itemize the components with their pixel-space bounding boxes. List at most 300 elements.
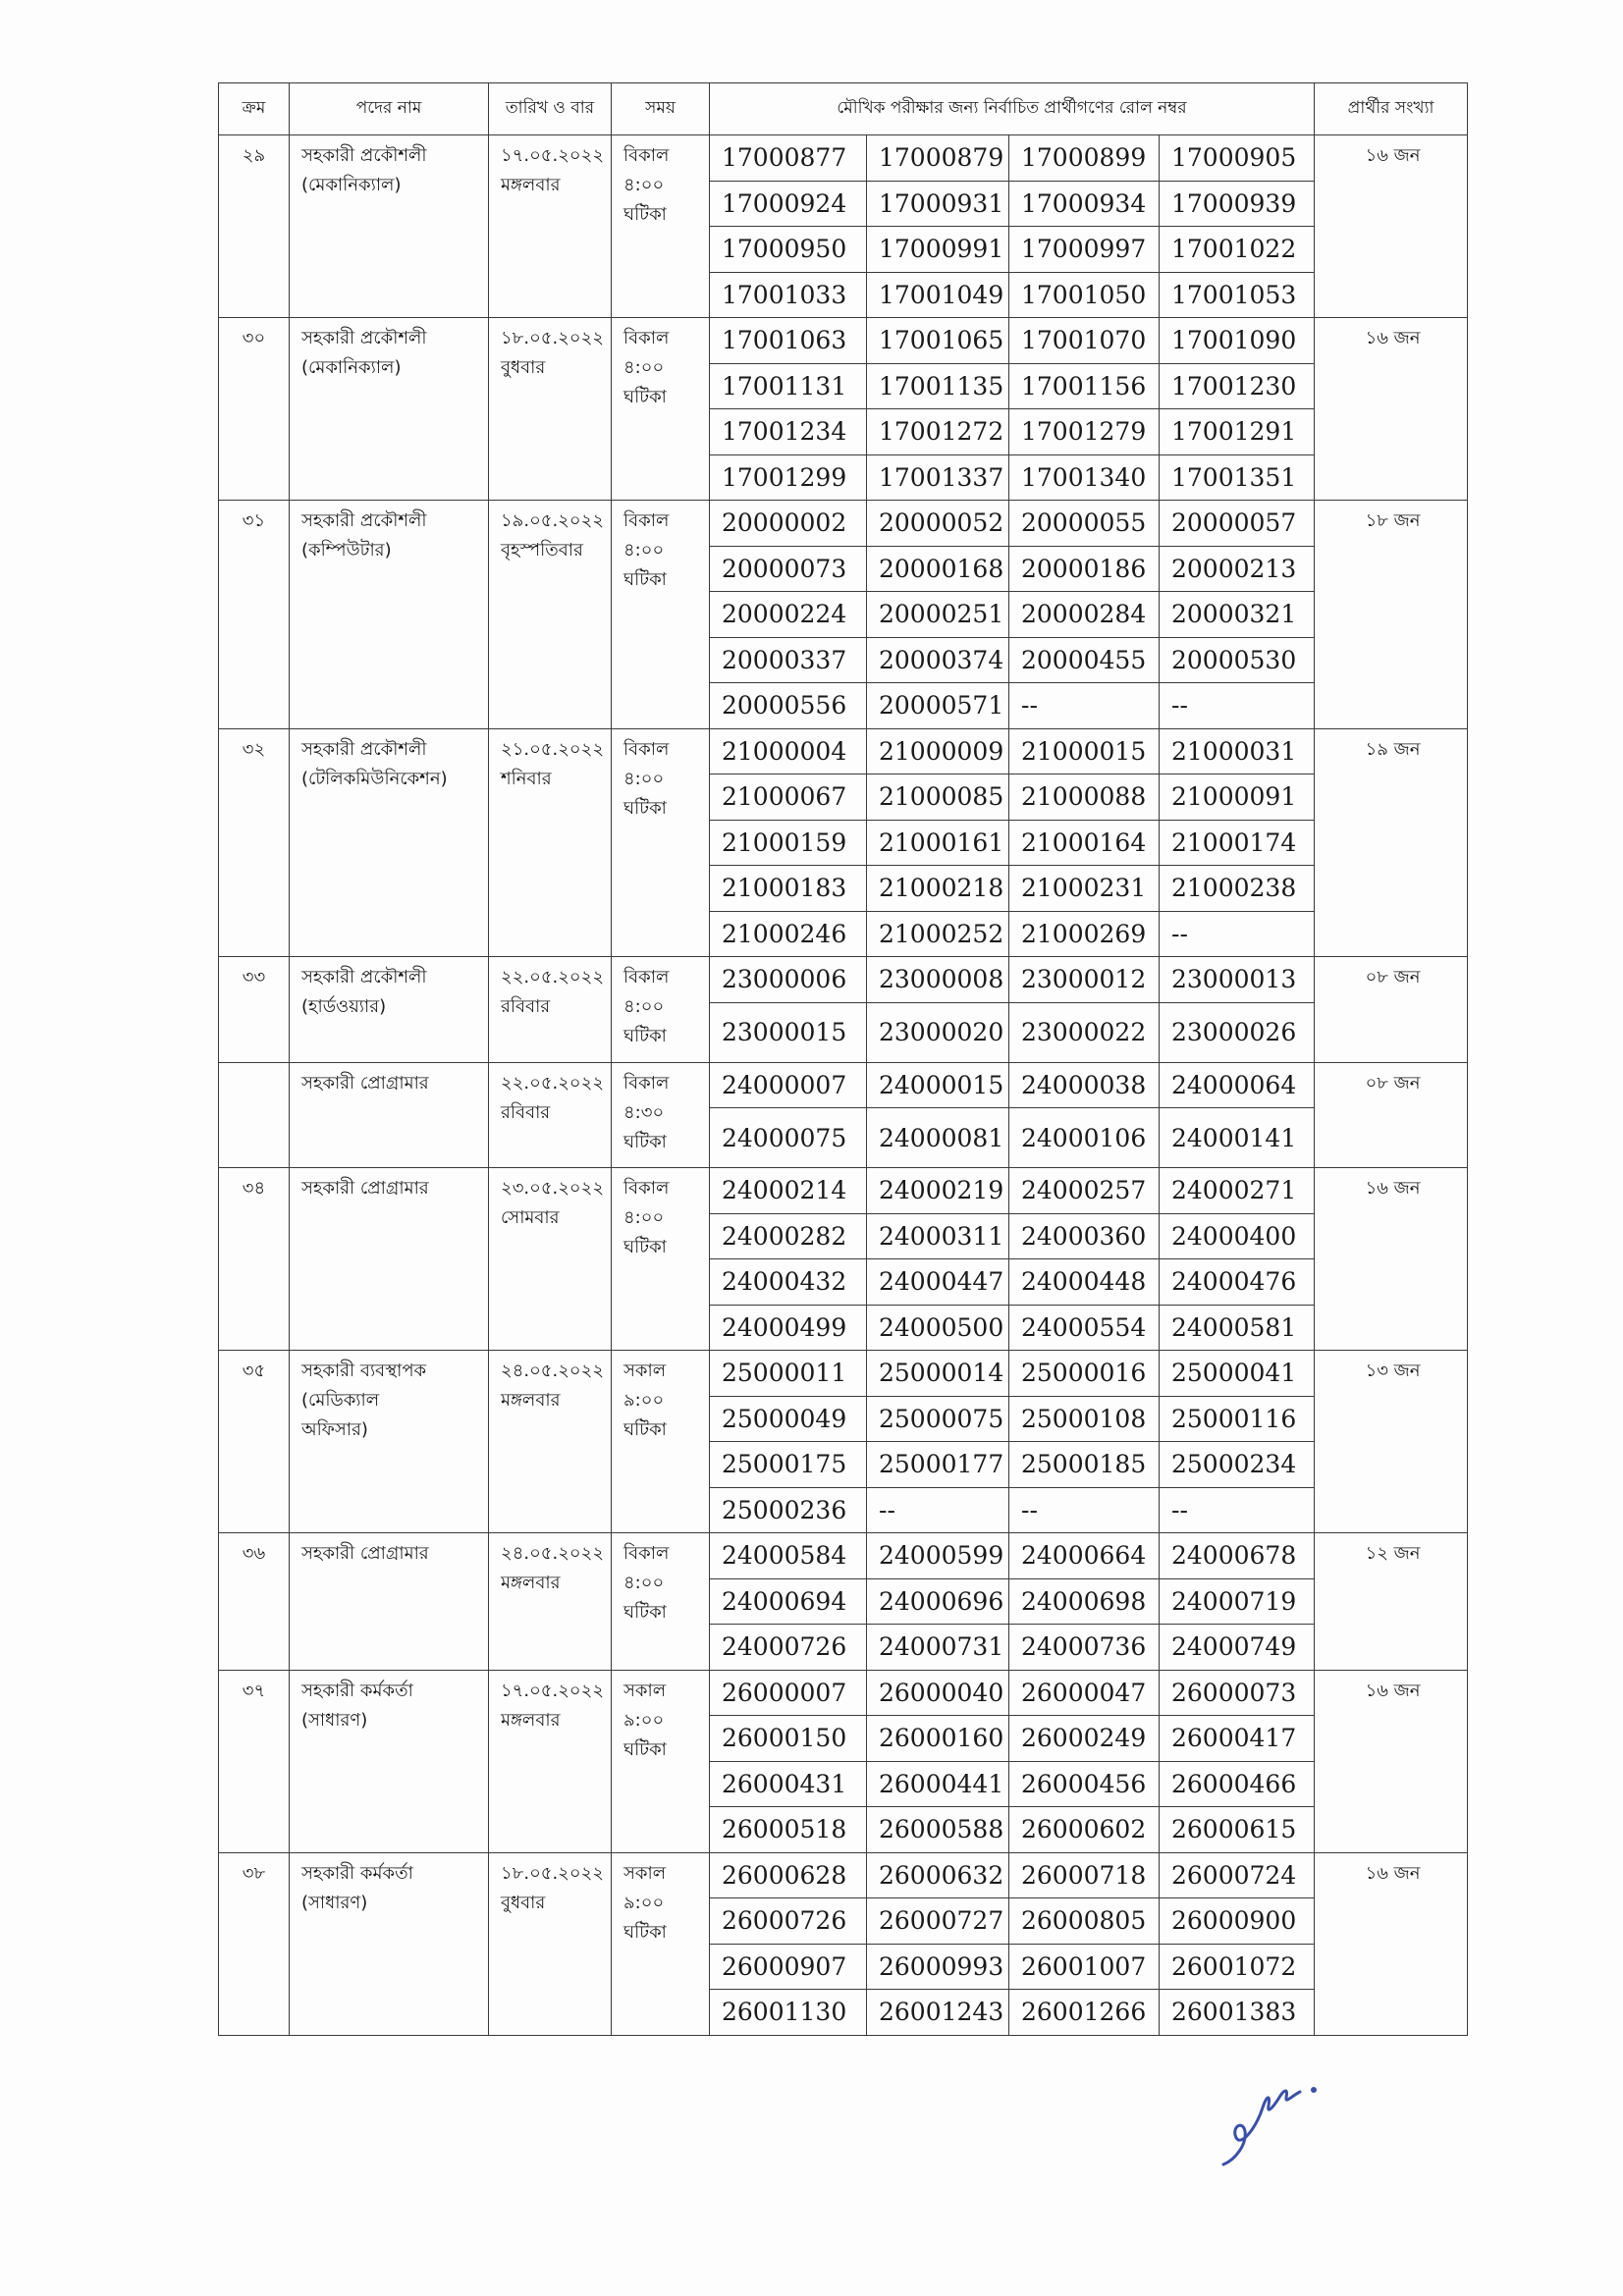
roll-number-cell: 17001272 bbox=[867, 409, 1009, 455]
roll-number-cell: 20000055 bbox=[1009, 501, 1160, 547]
time-cell-line: ঘটিকা bbox=[623, 1921, 667, 1943]
time-cell bbox=[612, 1168, 710, 1351]
roll-number-cell: 24000141 bbox=[1160, 1108, 1315, 1168]
roll-number-cell: 24000432 bbox=[710, 1259, 867, 1306]
serial-cell bbox=[219, 1062, 290, 1168]
roll-number-cell: 17001049 bbox=[867, 272, 1009, 318]
roll-number-cell: 26000727 bbox=[867, 1898, 1009, 1945]
roll-number-cell: 20000052 bbox=[867, 501, 1009, 547]
time-cell-line: সকাল bbox=[623, 1862, 667, 1884]
time-cell bbox=[612, 1533, 710, 1671]
roll-number-cell: 17001131 bbox=[710, 363, 867, 409]
roll-number-cell: 20000002 bbox=[710, 501, 867, 547]
post-name-cell-line: (মেডিক্যাল bbox=[301, 1390, 380, 1411]
roll-number-cell: 26000993 bbox=[867, 1944, 1009, 1990]
time-cell-line: ৪:০০ bbox=[623, 1207, 665, 1228]
roll-number-cell: 24000736 bbox=[1009, 1625, 1160, 1671]
time-cell bbox=[612, 135, 710, 318]
roll-number-cell: 24000447 bbox=[867, 1259, 1009, 1306]
serial-cell: ৩২ bbox=[219, 728, 290, 957]
serial-cell: ৩৫ bbox=[219, 1351, 290, 1533]
candidate-count-cell: ১৮ জন bbox=[1315, 501, 1468, 729]
roll-number-cell: 26000007 bbox=[710, 1670, 867, 1716]
roll-number-cell: 26000726 bbox=[710, 1898, 867, 1945]
header-roll-numbers: মৌখিক পরীক্ষার জন্য নির্বাচিত প্রার্থীগণের রোল নম্বর bbox=[710, 83, 1315, 135]
roll-number-cell: 24000719 bbox=[1160, 1578, 1315, 1625]
roll-number-cell: 20000556 bbox=[710, 683, 867, 729]
time-cell-line: ঘটিকা bbox=[623, 387, 667, 407]
serial-cell: ৩০ bbox=[219, 318, 290, 501]
time-cell-line: বিকাল bbox=[623, 1178, 670, 1199]
time-cell bbox=[612, 1852, 710, 2035]
roll-number-cell: 26000466 bbox=[1160, 1761, 1315, 1807]
roll-number-cell: 21000231 bbox=[1009, 866, 1160, 912]
roll-number-cell: 24000106 bbox=[1009, 1108, 1160, 1168]
table-row bbox=[219, 1852, 1468, 1898]
header-post-name: পদের নাম bbox=[290, 83, 489, 135]
post-name-cell bbox=[290, 1852, 489, 2035]
date-cell-line: ২৪.০৫.২০২২ bbox=[501, 1543, 605, 1564]
roll-number-table bbox=[218, 82, 1468, 2036]
roll-number-cell: 26000431 bbox=[710, 1761, 867, 1807]
roll-number-cell: 17001065 bbox=[867, 318, 1009, 364]
roll-number-cell: 23000006 bbox=[710, 957, 867, 1003]
date-cell-line: ১৮.০৫.২০২২ bbox=[501, 328, 605, 348]
date-cell-line: বৃহস্পতিবার bbox=[501, 540, 583, 561]
serial-cell: ৩৩ bbox=[219, 957, 290, 1063]
table-row bbox=[219, 1670, 1468, 1716]
post-name-cell-line: সহকারী কর্মকর্তা bbox=[301, 1862, 413, 1884]
roll-number-cell: 21000174 bbox=[1160, 820, 1315, 866]
roll-number-cell: 26000249 bbox=[1009, 1716, 1160, 1762]
date-cell bbox=[489, 1168, 612, 1351]
post-name-cell-line: (কম্পিউটার) bbox=[301, 540, 392, 561]
roll-number-cell: 21000088 bbox=[1009, 774, 1160, 821]
candidate-count-cell: ০৮ জন bbox=[1315, 1062, 1468, 1168]
roll-number-cell: 26000160 bbox=[867, 1716, 1009, 1762]
post-name-cell-line: (মেকানিক্যাল) bbox=[301, 357, 402, 378]
post-name-cell-line: (সাধারণ) bbox=[301, 1892, 368, 1913]
roll-number-cell: 26000602 bbox=[1009, 1807, 1160, 1853]
candidate-count-cell: ১৬ জন bbox=[1315, 1852, 1468, 2035]
roll-number-cell: 25000236 bbox=[710, 1487, 867, 1533]
date-cell bbox=[489, 1062, 612, 1168]
date-cell-line: ২২.০৫.২০২২ bbox=[501, 1072, 605, 1094]
time-cell-line: ৪:০০ bbox=[623, 996, 665, 1017]
table-row bbox=[219, 1168, 1468, 1214]
roll-number-cell: 17000905 bbox=[1160, 135, 1315, 182]
roll-number-cell: 24000064 bbox=[1160, 1062, 1315, 1108]
roll-number-cell: 25000014 bbox=[867, 1351, 1009, 1397]
roll-number-cell: 17000950 bbox=[710, 227, 867, 273]
date-cell bbox=[489, 501, 612, 729]
date-cell-line: ২২.০৫.২০২২ bbox=[501, 967, 605, 988]
roll-number-cell: 21000218 bbox=[867, 866, 1009, 912]
roll-number-cell: 17001340 bbox=[1009, 454, 1160, 501]
post-name-cell-line: সহকারী কর্মকর্তা bbox=[301, 1680, 413, 1701]
roll-number-cell: -- bbox=[1160, 683, 1315, 729]
time-cell-line: সকাল bbox=[623, 1361, 667, 1381]
candidate-count-cell: ১৩ জন bbox=[1315, 1351, 1468, 1533]
date-cell-line: ১৭.০৫.২০২২ bbox=[501, 145, 605, 166]
post-name-cell bbox=[290, 1351, 489, 1533]
roll-number-cell: 26000718 bbox=[1009, 1852, 1160, 1898]
post-name-cell-line: সহকারী প্রকৌশলী bbox=[301, 510, 427, 531]
roll-number-cell: 17001230 bbox=[1160, 363, 1315, 409]
header-candidate-count: প্রার্থীর সংখ্যা bbox=[1315, 83, 1468, 135]
roll-number-cell: 24000664 bbox=[1009, 1533, 1160, 1579]
date-cell-line: ২৩.০৫.২০২২ bbox=[501, 1178, 605, 1199]
time-cell bbox=[612, 1062, 710, 1168]
serial-cell: ৩৬ bbox=[219, 1533, 290, 1671]
roll-number-cell: 24000749 bbox=[1160, 1625, 1315, 1671]
roll-number-cell: 17000877 bbox=[710, 135, 867, 182]
roll-number-cell: 25000041 bbox=[1160, 1351, 1315, 1397]
post-name-cell bbox=[290, 135, 489, 318]
roll-number-cell: 21000004 bbox=[710, 728, 867, 774]
date-cell-line: শনিবার bbox=[501, 768, 552, 789]
date-cell-line: সোমবার bbox=[501, 1207, 560, 1228]
roll-number-cell: 20000251 bbox=[867, 592, 1009, 638]
date-cell-line: রবিবার bbox=[501, 1101, 551, 1123]
time-cell-line: বিকাল bbox=[623, 328, 670, 348]
roll-number-cell: 20000073 bbox=[710, 546, 867, 592]
roll-number-cell: 25000185 bbox=[1009, 1442, 1160, 1488]
time-cell bbox=[612, 1351, 710, 1533]
roll-number-cell: 25000175 bbox=[710, 1442, 867, 1488]
roll-number-cell: 24000678 bbox=[1160, 1533, 1315, 1579]
roll-number-cell: 26000040 bbox=[867, 1670, 1009, 1716]
roll-number-cell: 21000031 bbox=[1160, 728, 1315, 774]
time-cell-line: ৯:০০ bbox=[623, 1390, 665, 1411]
roll-number-cell: 25000075 bbox=[867, 1396, 1009, 1442]
post-name-cell bbox=[290, 501, 489, 729]
roll-number-cell: 26000150 bbox=[710, 1716, 867, 1762]
date-cell-line: ২১.০৫.২০২২ bbox=[501, 738, 605, 760]
roll-number-cell: 21000161 bbox=[867, 820, 1009, 866]
time-cell-line: বিকাল bbox=[623, 1072, 670, 1094]
header-date-day: তারিখ ও বার bbox=[489, 83, 612, 135]
roll-number-cell: 24000214 bbox=[710, 1168, 867, 1214]
post-name-cell bbox=[290, 1168, 489, 1351]
roll-number-cell: 17000931 bbox=[867, 181, 1009, 227]
time-cell-line: বিকাল bbox=[623, 967, 670, 988]
roll-number-cell: -- bbox=[1009, 683, 1160, 729]
roll-number-cell: 21000091 bbox=[1160, 774, 1315, 821]
roll-number-cell: 24000476 bbox=[1160, 1259, 1315, 1306]
roll-number-cell: -- bbox=[1009, 1487, 1160, 1533]
roll-number-cell: 25000177 bbox=[867, 1442, 1009, 1488]
post-name-cell-line: সহকারী প্রকৌশলী bbox=[301, 145, 427, 166]
time-cell-line: ঘটিকা bbox=[623, 204, 667, 225]
serial-cell: ৩৭ bbox=[219, 1670, 290, 1852]
time-cell bbox=[612, 501, 710, 729]
roll-number-cell: 23000015 bbox=[710, 1002, 867, 1062]
time-cell-line: ঘটিকা bbox=[623, 1738, 667, 1760]
roll-number-cell: 17001033 bbox=[710, 272, 867, 318]
roll-number-cell: 20000213 bbox=[1160, 546, 1315, 592]
table-row bbox=[219, 1062, 1468, 1108]
roll-number-cell: 17001053 bbox=[1160, 272, 1315, 318]
post-name-cell-line: সহকারী প্রোগ্রামার bbox=[301, 1543, 429, 1564]
time-cell-line: ৪:০০ bbox=[623, 175, 665, 195]
date-cell-line: বুধবার bbox=[501, 357, 546, 378]
post-name-cell bbox=[290, 957, 489, 1063]
serial-cell: ৩৮ bbox=[219, 1852, 290, 2035]
date-cell bbox=[489, 1670, 612, 1852]
roll-number-cell: 17001299 bbox=[710, 454, 867, 501]
roll-number-cell: 26000632 bbox=[867, 1852, 1009, 1898]
header-time: সময় bbox=[612, 83, 710, 135]
roll-number-cell: 17000899 bbox=[1009, 135, 1160, 182]
roll-number-cell: 17000991 bbox=[867, 227, 1009, 273]
roll-number-cell: 26000417 bbox=[1160, 1716, 1315, 1762]
time-cell bbox=[612, 1670, 710, 1852]
roll-number-cell: 17001063 bbox=[710, 318, 867, 364]
roll-number-cell: 26001007 bbox=[1009, 1944, 1160, 1990]
post-name-cell-line: (সাধারণ) bbox=[301, 1709, 368, 1731]
post-name-cell-line: সহকারী প্রকৌশলী bbox=[301, 328, 427, 348]
table-row bbox=[219, 1533, 1468, 1579]
date-cell-line: ১৭.০৫.২০২২ bbox=[501, 1680, 605, 1701]
roll-number-cell: 21000246 bbox=[710, 911, 867, 957]
post-name-cell bbox=[290, 1533, 489, 1671]
roll-number-cell: 20000530 bbox=[1160, 637, 1315, 683]
date-cell bbox=[489, 135, 612, 318]
roll-number-cell: 17001234 bbox=[710, 409, 867, 455]
roll-number-cell: 17001090 bbox=[1160, 318, 1315, 364]
roll-number-cell: 24000554 bbox=[1009, 1305, 1160, 1351]
roll-number-cell: 24000075 bbox=[710, 1108, 867, 1168]
time-cell bbox=[612, 728, 710, 957]
date-cell-line: ১৮.০৫.২০২২ bbox=[501, 1862, 605, 1884]
roll-number-cell: 26001130 bbox=[710, 1990, 867, 2036]
serial-cell: ২৯ bbox=[219, 135, 290, 318]
roll-number-cell: 24000599 bbox=[867, 1533, 1009, 1579]
roll-number-cell: 24000007 bbox=[710, 1062, 867, 1108]
roll-number-cell: 21000269 bbox=[1009, 911, 1160, 957]
roll-number-cell: 24000081 bbox=[867, 1108, 1009, 1168]
roll-number-cell: 25000049 bbox=[710, 1396, 867, 1442]
roll-number-cell: 17001135 bbox=[867, 363, 1009, 409]
time-cell-line: ৪:০০ bbox=[623, 768, 665, 789]
roll-number-cell: 24000726 bbox=[710, 1625, 867, 1671]
time-cell-line: ৪:০০ bbox=[623, 357, 665, 378]
roll-number-cell: 23000026 bbox=[1160, 1002, 1315, 1062]
roll-number-cell: 24000015 bbox=[867, 1062, 1009, 1108]
roll-number-cell: 21000252 bbox=[867, 911, 1009, 957]
post-name-cell-line: সহকারী ব্যবস্থাপক bbox=[301, 1361, 427, 1381]
post-name-cell-line: সহকারী প্রকৌশলী bbox=[301, 738, 427, 760]
roll-number-cell: 20000168 bbox=[867, 546, 1009, 592]
roll-number-cell: 24000038 bbox=[1009, 1062, 1160, 1108]
signature-mark bbox=[1206, 2066, 1333, 2174]
post-name-cell-line: সহকারী প্রকৌশলী bbox=[301, 967, 427, 988]
roll-number-cell: 24000448 bbox=[1009, 1259, 1160, 1306]
post-name-cell-line: অফিসার) bbox=[301, 1419, 368, 1440]
roll-number-cell: 21000067 bbox=[710, 774, 867, 821]
roll-number-cell: -- bbox=[1160, 911, 1315, 957]
candidate-count-cell: ১২ জন bbox=[1315, 1533, 1468, 1671]
post-name-cell-line: (হার্ডওয়্যার) bbox=[301, 996, 387, 1017]
time-cell bbox=[612, 318, 710, 501]
roll-number-cell: 23000020 bbox=[867, 1002, 1009, 1062]
roll-number-cell: 25000108 bbox=[1009, 1396, 1160, 1442]
table-row bbox=[219, 135, 1468, 182]
roll-number-cell: 20000224 bbox=[710, 592, 867, 638]
table-body bbox=[219, 135, 1468, 2036]
roll-number-cell: 26000900 bbox=[1160, 1898, 1315, 1945]
roll-number-cell: 24000499 bbox=[710, 1305, 867, 1351]
time-cell-line: ঘটিকা bbox=[623, 1026, 667, 1046]
roll-number-cell: 17001022 bbox=[1160, 227, 1315, 273]
roll-number-cell: 24000219 bbox=[867, 1168, 1009, 1214]
time-cell bbox=[612, 957, 710, 1063]
roll-number-cell: 24000271 bbox=[1160, 1168, 1315, 1214]
post-name-cell bbox=[290, 1670, 489, 1852]
date-cell bbox=[489, 1351, 612, 1533]
time-cell-line: বিকাল bbox=[623, 510, 670, 531]
roll-number-cell: 24000500 bbox=[867, 1305, 1009, 1351]
roll-number-cell: 17001351 bbox=[1160, 454, 1315, 501]
roll-number-cell: 26000724 bbox=[1160, 1852, 1315, 1898]
roll-number-cell: 26000615 bbox=[1160, 1807, 1315, 1853]
roll-number-cell: 21000183 bbox=[710, 866, 867, 912]
roll-number-cell: 17000939 bbox=[1160, 181, 1315, 227]
time-cell-line: ঘটিকা bbox=[623, 569, 667, 590]
post-name-cell bbox=[290, 728, 489, 957]
date-cell-line: রবিবার bbox=[501, 996, 551, 1017]
time-cell-line: সকাল bbox=[623, 1680, 667, 1701]
roll-number-cell: 26001266 bbox=[1009, 1990, 1160, 2036]
candidate-count-cell: ১৬ জন bbox=[1315, 1168, 1468, 1351]
date-cell bbox=[489, 957, 612, 1063]
roll-number-cell: 25000011 bbox=[710, 1351, 867, 1397]
date-cell-line: ১৯.০৫.২০২২ bbox=[501, 510, 605, 531]
roll-number-cell: 26000628 bbox=[710, 1852, 867, 1898]
date-cell bbox=[489, 318, 612, 501]
roll-number-cell: 25000016 bbox=[1009, 1351, 1160, 1397]
roll-number-cell: 23000012 bbox=[1009, 957, 1160, 1003]
roll-number-cell: 23000008 bbox=[867, 957, 1009, 1003]
roll-number-cell: 20000321 bbox=[1160, 592, 1315, 638]
serial-cell: ৩১ bbox=[219, 501, 290, 729]
date-cell bbox=[489, 1533, 612, 1671]
roll-number-cell: 26000073 bbox=[1160, 1670, 1315, 1716]
date-cell-line: ২৪.০৫.২০২২ bbox=[501, 1361, 605, 1381]
time-cell-line: বিকাল bbox=[623, 738, 670, 760]
roll-number-cell: 24000282 bbox=[710, 1213, 867, 1259]
roll-number-cell: 17000879 bbox=[867, 135, 1009, 182]
candidate-count-cell: ১৬ জন bbox=[1315, 1670, 1468, 1852]
post-name-cell-line: (টেলিকমিউনিকেশন) bbox=[301, 768, 448, 789]
roll-number-cell: 26001072 bbox=[1160, 1944, 1315, 1990]
roll-number-cell: 24000311 bbox=[867, 1213, 1009, 1259]
roll-number-cell: 20000337 bbox=[710, 637, 867, 683]
time-cell-line: ৯:০০ bbox=[623, 1892, 665, 1913]
post-name-cell-line: সহকারী প্রোগ্রামার bbox=[301, 1178, 429, 1199]
roll-number-cell: 17000934 bbox=[1009, 181, 1160, 227]
roll-number-cell: 24000400 bbox=[1160, 1213, 1315, 1259]
time-cell-line: ঘটিকা bbox=[623, 1602, 667, 1623]
header-row bbox=[219, 83, 1468, 135]
roll-number-cell: 26001243 bbox=[867, 1990, 1009, 2036]
roll-number-cell: 26000588 bbox=[867, 1807, 1009, 1853]
candidate-count-cell: ১৬ জন bbox=[1315, 318, 1468, 501]
roll-number-cell: 20000374 bbox=[867, 637, 1009, 683]
candidate-count-cell: ০৮ জন bbox=[1315, 957, 1468, 1063]
roll-number-cell: 17000924 bbox=[710, 181, 867, 227]
roll-number-cell: 20000057 bbox=[1160, 501, 1315, 547]
date-cell bbox=[489, 728, 612, 957]
table-row bbox=[219, 501, 1468, 547]
roll-number-cell: 26001383 bbox=[1160, 1990, 1315, 2036]
roll-number-cell: 17000997 bbox=[1009, 227, 1160, 273]
roll-number-cell: 24000696 bbox=[867, 1578, 1009, 1625]
roll-number-cell: 21000164 bbox=[1009, 820, 1160, 866]
roll-number-cell: 17001279 bbox=[1009, 409, 1160, 455]
date-cell-line: মঙ্গলবার bbox=[501, 1573, 561, 1593]
roll-number-cell: 24000257 bbox=[1009, 1168, 1160, 1214]
post-name-cell bbox=[290, 1062, 489, 1168]
roll-number-cell: 24000360 bbox=[1009, 1213, 1160, 1259]
roll-number-cell: 21000238 bbox=[1160, 866, 1315, 912]
roll-number-cell: 25000116 bbox=[1160, 1396, 1315, 1442]
time-cell-line: ৪:০০ bbox=[623, 540, 665, 561]
roll-number-cell: 26000907 bbox=[710, 1944, 867, 1990]
time-cell-line: বিকাল bbox=[623, 1543, 670, 1564]
table-row bbox=[219, 318, 1468, 364]
roll-number-cell: 21000085 bbox=[867, 774, 1009, 821]
roll-number-cell: 17001337 bbox=[867, 454, 1009, 501]
roll-number-cell: 23000022 bbox=[1009, 1002, 1160, 1062]
roll-number-cell: 23000013 bbox=[1160, 957, 1315, 1003]
roll-number-cell: 24000694 bbox=[710, 1578, 867, 1625]
date-cell-line: মঙ্গলবার bbox=[501, 175, 561, 195]
date-cell-line: মঙ্গলবার bbox=[501, 1709, 561, 1731]
roll-number-cell: 20000571 bbox=[867, 683, 1009, 729]
serial-cell: ৩৪ bbox=[219, 1168, 290, 1351]
time-cell-line: ঘটিকা bbox=[623, 797, 667, 819]
table-row bbox=[219, 957, 1468, 1003]
roll-number-cell: 24000731 bbox=[867, 1625, 1009, 1671]
roll-number-cell: 24000584 bbox=[710, 1533, 867, 1579]
post-name-cell-line: (মেকানিক্যাল) bbox=[301, 175, 402, 195]
roll-number-cell: 20000284 bbox=[1009, 592, 1160, 638]
roll-number-cell: 20000186 bbox=[1009, 546, 1160, 592]
roll-number-cell: 24000581 bbox=[1160, 1305, 1315, 1351]
roll-number-cell: 17001050 bbox=[1009, 272, 1160, 318]
roll-number-cell: 26000456 bbox=[1009, 1761, 1160, 1807]
post-name-cell-line: সহকারী প্রোগ্রামার bbox=[301, 1072, 429, 1094]
roll-number-cell: 26000805 bbox=[1009, 1898, 1160, 1945]
roll-number-cell: 21000015 bbox=[1009, 728, 1160, 774]
date-cell-line: বুধবার bbox=[501, 1892, 546, 1913]
roll-number-cell: 26000047 bbox=[1009, 1670, 1160, 1716]
roll-number-cell: -- bbox=[867, 1487, 1009, 1533]
roll-number-cell: 17001291 bbox=[1160, 409, 1315, 455]
date-cell-line: মঙ্গলবার bbox=[501, 1390, 561, 1411]
time-cell-line: ঘটিকা bbox=[623, 1131, 667, 1152]
table-row bbox=[219, 1351, 1468, 1397]
time-cell-line: বিকাল bbox=[623, 145, 670, 166]
date-cell bbox=[489, 1852, 612, 2035]
roll-number-cell: 21000159 bbox=[710, 820, 867, 866]
table-row bbox=[219, 728, 1468, 774]
post-name-cell bbox=[290, 318, 489, 501]
roll-number-cell: 17001070 bbox=[1009, 318, 1160, 364]
roll-number-cell: 17001156 bbox=[1009, 363, 1160, 409]
